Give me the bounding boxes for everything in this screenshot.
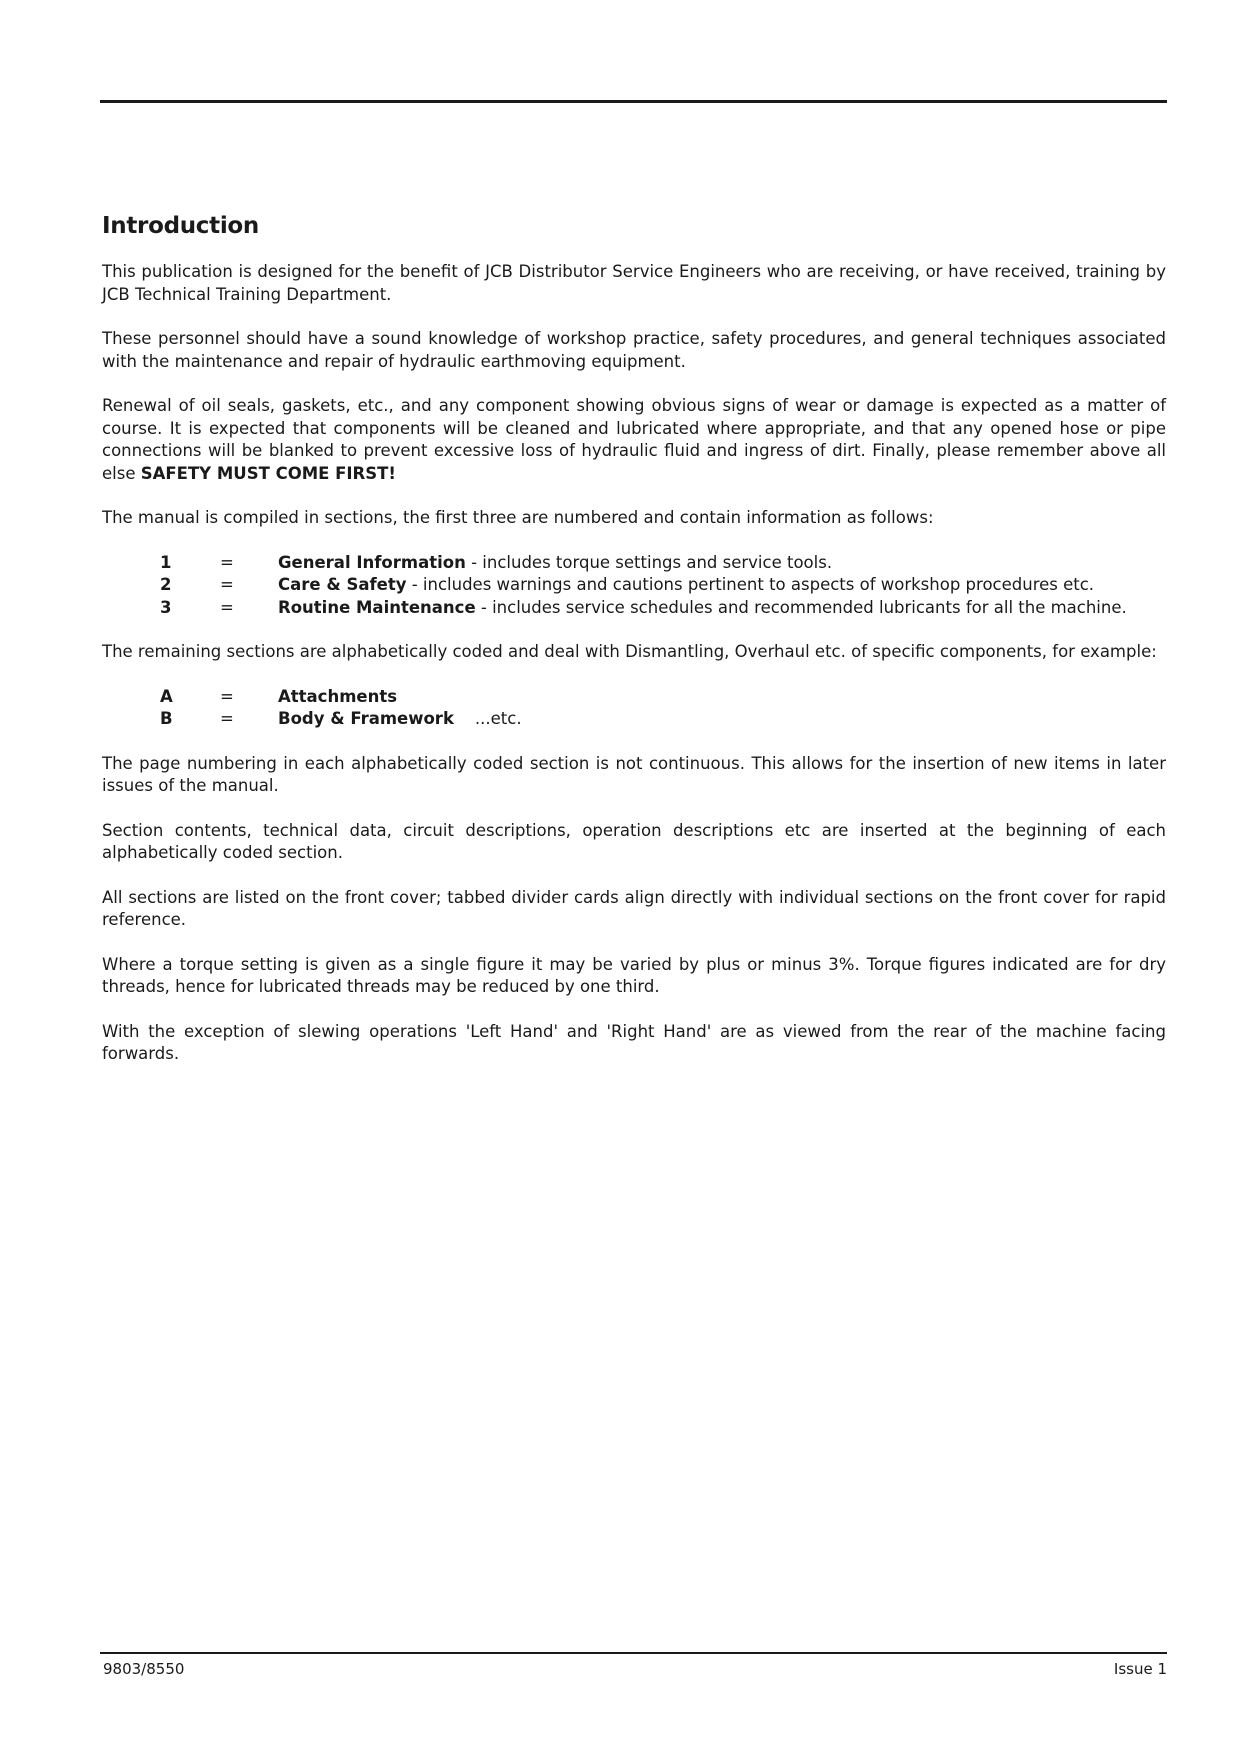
paragraph-5: The remaining sections are alphabetically coded and deal with Dismantling, Overhaul etc. of specific components, for example: [102, 642, 1157, 661]
list-item [102, 686, 1166, 709]
safety-emphasis: SAFETY MUST COME FIRST! [140, 463, 396, 483]
page-title: Introduction [102, 213, 259, 239]
lettered-section-list [102, 686, 1166, 731]
paragraph-7: Section contents, technical data, circuit descriptions, operation descriptions etc are inserted at the beginning of each alphabetically coded section. [102, 820, 1166, 862]
equals-sign: = [220, 686, 234, 706]
paragraph-1: This publication is designed for the benefit of JCB Distributor Service Engineers who are receiving, or have received, training by JCB Technical Training Department. [102, 262, 1166, 304]
section-description: - includes warnings and cautions pertinent to aspects of workshop procedures etc. [406, 575, 1095, 594]
section-description: - includes service schedules and recommended lubricants for all the machine. [475, 597, 1127, 617]
section-description: - includes torque settings and service tools. [465, 552, 833, 572]
paragraph-10: With the exception of slewing operations 'Left Hand' and 'Right Hand' are as viewed from the rear of the machine facing forwards. [102, 1021, 1166, 1063]
section-code: A [160, 686, 173, 706]
page-content [102, 213, 1166, 1088]
equals-sign: = [220, 575, 234, 594]
paragraph-6: The page numbering in each alphabetically coded section is not continuous. This allows for the insertion of new items in later issues of the manual. [102, 753, 1166, 795]
paragraph-3 [102, 395, 1166, 485]
paragraph-8: All sections are listed on the front cover; tabbed divider cards align directly with individual sections on the front cover for rapid reference. [102, 887, 1166, 929]
paragraph-4: The manual is compiled in sections, the first three are numbered and contain information as follows: [102, 508, 934, 527]
list-item [102, 552, 1166, 575]
equals-sign: = [220, 552, 234, 572]
paragraph-9: Where a torque setting is given as a single figure it may be varied by plus or minus 3%. Torque figures indicated are for dry threads, hence for lubricated threads may be reduced by one third. [102, 954, 1166, 996]
section-code: 3 [160, 597, 172, 617]
section-name: Routine Maintenance [278, 597, 476, 617]
section-name: Body & Framework [278, 709, 454, 728]
section-code: 1 [160, 552, 172, 572]
footer-rule [100, 1652, 1167, 1654]
document-number: 9803/8550 [103, 1660, 185, 1678]
issue-label: Issue 1 [1113, 1660, 1167, 1678]
section-description: ...etc. [453, 709, 522, 728]
list-item [102, 708, 1166, 731]
paragraph-3-text: Renewal of oil seals, gaskets, etc., and any component showing obvious signs of wear or damage is expected as a matter of course. It is expected that components will be cleaned and lubricated where appropriate, and that any opened hose or pipe connections will be blanked to prevent excessive loss of hydraulic fluid and ingress of dirt. Finally, please remember above all else [102, 396, 1166, 483]
paragraph-2: These personnel should have a sound knowledge of workshop practice, safety procedures, and general techniques associated with the maintenance and repair of hydraulic earthmoving equipment. [102, 329, 1166, 371]
list-item [102, 574, 1166, 597]
header-rule [100, 100, 1167, 103]
section-name: Attachments [278, 686, 398, 706]
section-code: B [160, 709, 173, 728]
equals-sign: = [220, 597, 234, 617]
numbered-section-list [102, 552, 1166, 620]
section-code: 2 [160, 575, 172, 594]
list-item [102, 597, 1166, 620]
section-name: Care & Safety [278, 575, 407, 594]
section-name: General Information [278, 552, 466, 572]
equals-sign: = [220, 709, 234, 728]
